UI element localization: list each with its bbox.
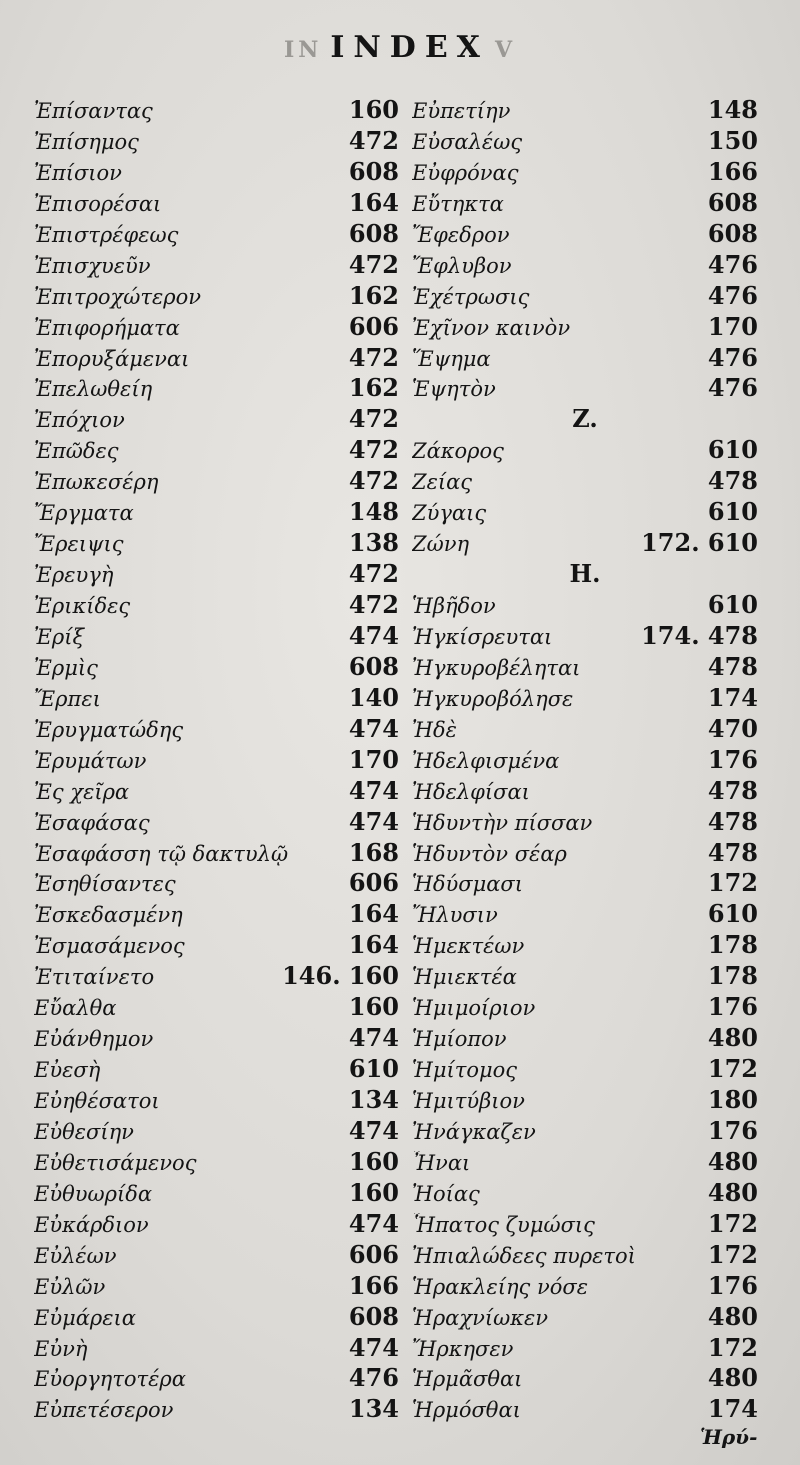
page-reference: 148: [348, 497, 399, 527]
page-reference: 606: [348, 1239, 399, 1269]
index-term: Ἡμιεκτέα: [412, 965, 517, 990]
index-term: Ζάκορος: [412, 439, 504, 464]
index-entry: [412, 188, 758, 219]
index-term: Ἡμεκτέων: [412, 934, 525, 959]
page-reference: 472: [348, 435, 399, 465]
index-entry: [34, 621, 399, 652]
page-reference: 474: [348, 1115, 399, 1145]
index-term: Ἐσμασάμενος: [34, 934, 185, 959]
index-entry: [412, 1302, 758, 1333]
index-entry: [412, 1178, 758, 1209]
index-entry: [34, 312, 399, 343]
page-reference: 474: [348, 1208, 399, 1238]
page-reference: 164: [348, 899, 399, 929]
index-entry: [412, 435, 758, 466]
index-entry: [34, 930, 399, 961]
page-reference: 164: [348, 187, 399, 217]
page-reference: 170: [707, 311, 758, 341]
index-entry: [34, 497, 399, 528]
index-term: Ζείας: [412, 470, 473, 495]
index-entry: [34, 1178, 399, 1209]
index-term: Ἐπιφορήματα: [34, 315, 180, 340]
page-reference: 472: [348, 125, 399, 155]
index-term: Ἐπισχυεῦν: [34, 253, 151, 278]
index-term: Ἡρακλείης νόσε: [412, 1274, 588, 1299]
index-entry: [34, 559, 399, 590]
running-head: [0, 30, 800, 70]
page-reference: 168: [348, 837, 399, 867]
page-reference: 160: [348, 95, 399, 124]
page-reference: 470: [707, 713, 758, 743]
index-entry: [412, 807, 758, 838]
index-term: Ἔρειψις: [34, 532, 124, 557]
page-reference: 472: [348, 466, 399, 496]
index-term: Εὐηθέσατοι: [34, 1089, 160, 1113]
page-reference: 170: [348, 744, 399, 774]
index-term: Ἐπωκεσέρη: [34, 470, 159, 495]
page-reference: 150: [707, 125, 758, 155]
page-reference: 474: [348, 713, 399, 743]
index-entry: [412, 714, 758, 745]
index-term: Ἐτιταίνετο: [34, 965, 155, 990]
running-head-title: INDEX: [330, 30, 489, 65]
index-term: Ἐπισορέσαι: [34, 191, 162, 216]
index-term: Ἧπατος ζυμώσις: [412, 1212, 595, 1237]
index-entry: [34, 373, 399, 404]
index-entry: [412, 930, 758, 961]
running-head-left: ΙΝ: [283, 37, 323, 63]
index-term: Ἡμιτύβιον: [412, 1089, 525, 1113]
index-entry: [412, 126, 758, 157]
index-entry: [34, 899, 399, 930]
index-entry: [34, 1302, 399, 1333]
index-entry: [34, 466, 399, 497]
index-entry: [34, 961, 399, 992]
page-reference: 478: [707, 837, 758, 867]
page-reference: 146. 160: [282, 961, 399, 991]
page-reference: 472: [348, 590, 399, 619]
index-entry: [412, 1271, 758, 1302]
index-term: Ἔργματα: [34, 501, 134, 526]
page-reference: 148: [707, 95, 758, 124]
section-letter: [412, 559, 758, 590]
page-reference: 476: [707, 373, 758, 403]
index-entry: [412, 745, 758, 776]
index-term: Ἔφλυβον: [412, 253, 512, 278]
index-term: Εὐάνθημον: [34, 1027, 154, 1052]
page-reference: 474: [348, 620, 399, 650]
index-term: Εὐθυωρίδα: [34, 1181, 153, 1206]
index-entry: [34, 683, 399, 714]
index-term: Εὐοργητοτέρα: [34, 1367, 186, 1392]
index-entry: [412, 497, 758, 528]
index-term: Εὐεσὴ: [34, 1058, 101, 1083]
index-entry: [412, 1394, 758, 1425]
index-entry: [34, 435, 399, 466]
index-entry: [34, 1394, 399, 1425]
index-entry: [34, 404, 399, 435]
running-head-right: V: [494, 37, 517, 63]
index-term: Ἠδελφισμένα: [412, 748, 560, 773]
index-entry: [412, 1116, 758, 1147]
index-term: Ἦναι: [412, 1150, 471, 1175]
page-reference: 176: [707, 1115, 758, 1145]
index-entry: [412, 652, 758, 683]
page-reference: 610: [707, 435, 758, 465]
page-reference: 172: [707, 1239, 758, 1269]
page-reference: 476: [707, 249, 758, 279]
page-reference: 610: [707, 899, 758, 929]
page-reference: 608: [348, 1301, 399, 1331]
index-term: Ἐρυμάτων: [34, 748, 147, 773]
index-entry: [412, 1147, 758, 1178]
index-term: Ἠγκυροβόλησε: [412, 686, 574, 711]
index-column-left: [34, 95, 399, 1425]
catchword: Ἡρύ-: [700, 1425, 758, 1449]
page-reference: 610: [707, 590, 758, 619]
index-term: Ἐπιτροχώτερον: [34, 284, 202, 309]
page-reference: 608: [348, 218, 399, 248]
index-term: Ἡμιμοίριον: [412, 996, 536, 1021]
page-reference: 176: [707, 744, 758, 774]
index-term: Ἐπίσαντας: [34, 99, 153, 123]
index-entry: [34, 157, 399, 188]
page-reference: 480: [707, 1146, 758, 1176]
index-entry: [34, 1054, 399, 1085]
page-reference: 176: [707, 992, 758, 1022]
index-term: Ἐσκεδασμένη: [34, 903, 183, 928]
page-reference: 478: [707, 651, 758, 681]
index-term: Ἐπῶδες: [34, 439, 119, 464]
index-term: Εὐθετισάμενος: [34, 1150, 197, 1175]
index-term: Ἤρκησεν: [412, 1336, 514, 1361]
index-term: Ἠγκυροβέληται: [412, 655, 581, 680]
index-term: Ἡμίοπον: [412, 1027, 507, 1052]
page-reference: 474: [348, 1332, 399, 1362]
index-entry: [34, 1147, 399, 1178]
page-reference: 474: [348, 1023, 399, 1053]
index-entry: [412, 961, 758, 992]
page-reference: 134: [348, 1394, 399, 1424]
page-reference: 172: [707, 1054, 758, 1084]
page-reference: 478: [707, 775, 758, 805]
index-term: Ἐρίξ: [34, 624, 85, 649]
index-entry: [412, 683, 758, 714]
index-entry: [34, 807, 399, 838]
index-term: Εὐλῶν: [34, 1274, 106, 1299]
index-entry: [412, 281, 758, 312]
index-term: Ζώνη: [412, 532, 470, 557]
index-term: Ἐχῖνον καινὸν: [412, 315, 571, 340]
index-term: Ἡραχνίωκεν: [412, 1305, 549, 1330]
index-entry: [412, 992, 758, 1023]
page-reference: 174. 478: [641, 620, 758, 650]
page-reference: 162: [348, 280, 399, 310]
index-entry: [34, 868, 399, 899]
page-reference: 172: [707, 868, 758, 898]
index-term: Ἡδυντὸν σέαρ: [412, 841, 567, 866]
index-entry: [34, 1116, 399, 1147]
page-reference: 608: [707, 187, 758, 217]
index-entry: [34, 281, 399, 312]
index-entry: [412, 528, 758, 559]
index-entry: [34, 219, 399, 250]
index-term: Εὐλέων: [34, 1243, 117, 1268]
page-reference: 180: [707, 1085, 758, 1114]
index-entry: [34, 1333, 399, 1364]
index-entry: [34, 188, 399, 219]
index-term: Ἐπορυξάμεναι: [34, 346, 190, 371]
index-entry: [412, 1240, 758, 1271]
index-entry: [34, 992, 399, 1023]
page-reference: 474: [348, 806, 399, 836]
index-term: Εὐπετίην: [412, 99, 511, 123]
page-reference: 160: [348, 1146, 399, 1176]
index-term: Ἑψητὸν: [412, 377, 496, 402]
page-reference: 476: [348, 1363, 399, 1393]
index-term: Ἔρπει: [34, 686, 101, 711]
page-reference: 608: [707, 218, 758, 248]
index-entry: [412, 466, 758, 497]
index-term: Ἠδὲ: [412, 717, 457, 742]
index-term: Ἡρμᾶσθαι: [412, 1367, 523, 1392]
index-entry: [34, 590, 399, 621]
index-term: Ἐσηθίσαντες: [34, 872, 176, 897]
page-reference: 172: [707, 1208, 758, 1238]
index-term: Ἐπελωθείη: [34, 377, 153, 402]
index-term: Ἡρμόσθαι: [412, 1398, 521, 1423]
index-entry: [412, 373, 758, 404]
page-reference: 606: [348, 311, 399, 341]
index-term: Εὐκάρδιον: [34, 1212, 149, 1237]
section-letter-label: H.: [569, 559, 601, 589]
index-term: Εὔαλθα: [34, 996, 117, 1021]
index-term: Ἐρυγματώδης: [34, 717, 184, 742]
index-entry: [34, 652, 399, 683]
page-reference: 166: [348, 1270, 399, 1300]
index-entry: [412, 1054, 758, 1085]
index-entry: [34, 95, 399, 126]
page-reference: 162: [348, 373, 399, 403]
index-term: Ἠοίας: [412, 1181, 480, 1206]
index-entry: [34, 1085, 399, 1116]
index-entry: [412, 868, 758, 899]
index-entry: [412, 157, 758, 188]
index-entry: [412, 590, 758, 621]
index-term: Ἔφεδρον: [412, 222, 510, 247]
index-entry: [34, 838, 399, 869]
index-entry: [412, 343, 758, 374]
index-entry: [34, 1209, 399, 1240]
index-term: Ἐπίσιον: [34, 160, 122, 185]
section-letter: [412, 404, 758, 435]
index-entry: [412, 1085, 758, 1116]
index-column-right: [412, 95, 758, 1425]
index-entry: [412, 1023, 758, 1054]
page-reference: 610: [348, 1054, 399, 1084]
index-term: Ἤλυσιν: [412, 903, 498, 928]
page-reference: 610: [707, 497, 758, 527]
index-entry: [34, 714, 399, 745]
index-entry: [412, 250, 758, 281]
index-term: Εὐφρόνας: [412, 160, 519, 185]
index-entry: [34, 776, 399, 807]
page-reference: 160: [348, 992, 399, 1022]
index-entry: [412, 219, 758, 250]
page-reference: 480: [707, 1023, 758, 1053]
index-term: Ἐπίσημος: [34, 129, 139, 154]
index-term: Εὐσαλέως: [412, 129, 523, 154]
index-term: Ἡμίτομος: [412, 1058, 518, 1083]
index-entry: [412, 1333, 758, 1364]
index-term: Ἠπιαλώδεες πυρετοὶ: [412, 1243, 636, 1268]
page-reference: 174: [707, 1394, 758, 1424]
index-entry: [34, 1023, 399, 1054]
index-term: Εὔτηκτα: [412, 191, 504, 216]
page-reference: 178: [707, 930, 758, 960]
page-reference: 160: [348, 1177, 399, 1207]
page-reference: 472: [348, 404, 399, 434]
page-reference: 174: [707, 682, 758, 712]
index-term: Ζύγαις: [412, 501, 487, 526]
index-term: Εὐμάρεια: [34, 1305, 136, 1330]
index-term: Ἕψημα: [412, 346, 491, 371]
index-entry: [412, 899, 758, 930]
index-term: Ἐς χεῖρα: [34, 779, 130, 804]
page-reference: 172: [707, 1332, 758, 1362]
index-entry: [34, 1363, 399, 1394]
index-term: Εὐνὴ: [34, 1336, 88, 1361]
page-reference: 608: [348, 651, 399, 681]
index-term: Ἐπιστρέφεως: [34, 222, 179, 247]
page-reference: 140: [348, 682, 399, 712]
index-term: Ἐρευγὴ: [34, 563, 114, 588]
page-reference: 476: [707, 280, 758, 310]
index-term: Ἐσαφάσας: [34, 810, 150, 835]
page-reference: 472: [348, 342, 399, 372]
page-reference: 472: [348, 559, 399, 589]
index-term: Ἡδύσμασι: [412, 872, 523, 897]
index-entry: [412, 838, 758, 869]
index-entry: [412, 776, 758, 807]
index-term: Ἐσαφάσση τῷ δακτυλῷ: [34, 841, 289, 866]
page-reference: 134: [348, 1085, 399, 1114]
page-reference: 172. 610: [641, 528, 758, 558]
index-entry: [34, 1240, 399, 1271]
index-entry: [412, 95, 758, 126]
index-term: Ἐρμὶς: [34, 655, 98, 680]
index-term: Ἡδυντὴν πίσσαν: [412, 810, 593, 835]
index-entry: [34, 1271, 399, 1302]
page-reference: 166: [707, 156, 758, 186]
index-term: Ἠγκίσρευται: [412, 624, 553, 649]
index-entry: [34, 528, 399, 559]
page-reference: 178: [707, 961, 758, 991]
index-term: Εὐπετέσερον: [34, 1398, 174, 1423]
index-term: Ἡβῆδον: [412, 594, 496, 618]
page-reference: 474: [348, 775, 399, 805]
section-letter-label: Z.: [572, 404, 598, 434]
page-reference: 472: [348, 249, 399, 279]
index-entry: [412, 1209, 758, 1240]
index-entry: [34, 250, 399, 281]
index-entry: [412, 312, 758, 343]
page-reference: 480: [707, 1363, 758, 1393]
page-reference: 476: [707, 342, 758, 372]
page-reference: 478: [707, 806, 758, 836]
page-reference: 606: [348, 868, 399, 898]
index-entry: [34, 745, 399, 776]
page-reference: 608: [348, 156, 399, 186]
index-entry: [412, 1363, 758, 1394]
index-term: Εὐθεσίην: [34, 1119, 134, 1144]
index-entry: [412, 621, 758, 652]
page-reference: 176: [707, 1270, 758, 1300]
index-entry: [34, 126, 399, 157]
page-reference: 480: [707, 1177, 758, 1207]
page-reference: 164: [348, 930, 399, 960]
page-reference: 478: [707, 466, 758, 496]
page-reference: 138: [348, 528, 399, 558]
index-term: Ἐρικίδες: [34, 594, 131, 618]
page-reference: 480: [707, 1301, 758, 1331]
index-term: Ἠδελφίσαι: [412, 779, 530, 804]
index-term: Ἐπόχιον: [34, 408, 125, 433]
index-term: Ἐχέτρωσις: [412, 284, 530, 309]
index-entry: [34, 343, 399, 374]
index-term: Ἠνάγκαζεν: [412, 1119, 536, 1144]
